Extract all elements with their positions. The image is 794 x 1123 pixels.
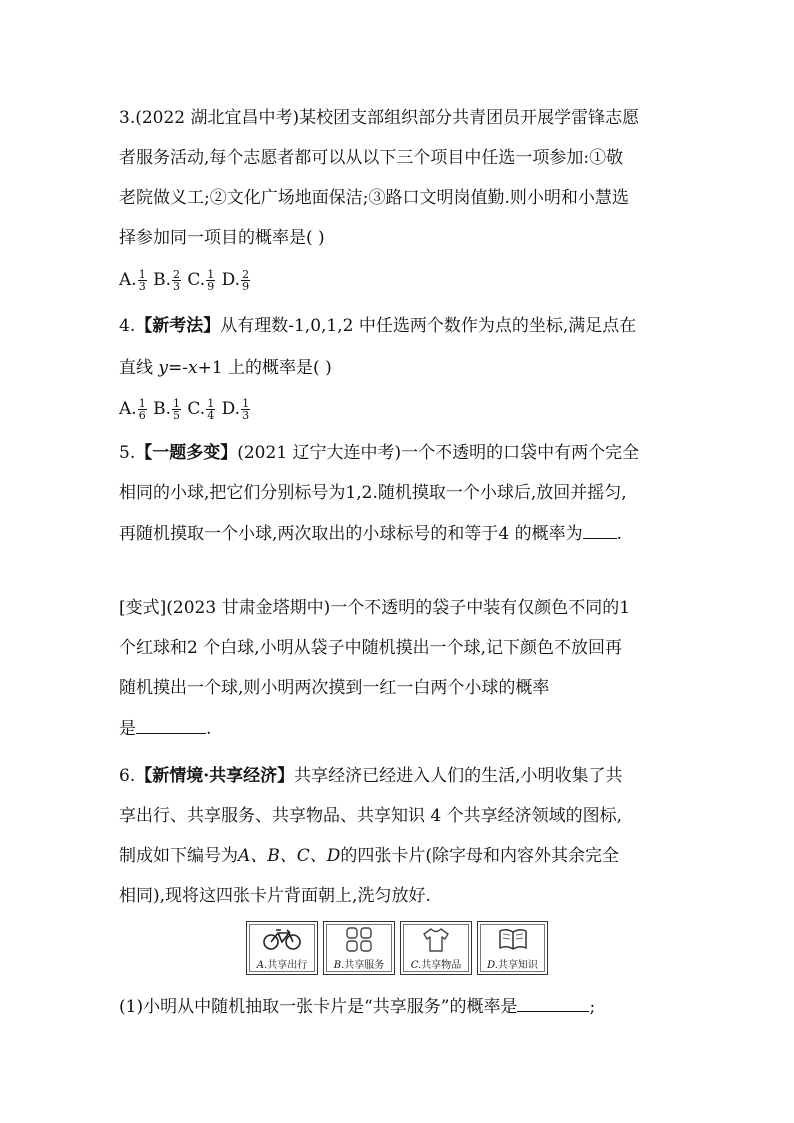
card-a[interactable]	[246, 921, 318, 975]
q4-options	[119, 397, 251, 421]
q3-option-d: D. $\frac{2}{9}$	[221, 268, 250, 293]
bicycle-icon	[262, 927, 302, 951]
q6-line-2: 享出行、共享服务、共享物品、共享知识 4 个共享经济领域的图标,	[119, 806, 623, 826]
card-b[interactable]	[323, 921, 395, 975]
q5-line-1: 5.【一题多变】(2021 辽宁大连中考)一个不透明的口袋中有两个完全	[119, 443, 640, 463]
card-c-caption: C.共享物品	[410, 960, 462, 971]
q3-line-2: 者服务活动,每个志愿者都可以从以下三个项目中任选一项参加:①敬	[119, 148, 624, 168]
q6-sub1-answer-blank[interactable]	[517, 994, 589, 1012]
q5-line-3: 再随机摸取一个小球,两次取出的小球标号的和等于4 的概率为 .	[119, 521, 622, 546]
variant-line-3: 随机摸出一个球,则小明两次摸到一红一白两个小球的概率	[119, 678, 550, 698]
q3-options	[119, 268, 251, 292]
q3-option-a: A. $\frac{1}{3}$	[119, 268, 146, 293]
q4-line-1: 4.【新考法】从有理数-1,0,1,2 中任选两个数作为点的坐标,满足点在	[119, 316, 637, 336]
q6-tag: 【新情境·共享经济】	[135, 766, 295, 786]
q6-sub1: (1)小明从中随机抽取一张卡片是“共享服务”的概率是 ;	[119, 994, 595, 1019]
card-d[interactable]	[477, 921, 548, 975]
q4-option-c: C. $\frac{1}{4}$	[187, 397, 215, 422]
q5-line-2: 相同的小球,把它们分别标号为1,2.随机摸取一个小球后,放回并摇匀,	[119, 483, 627, 503]
shirt-icon	[421, 927, 451, 953]
q3-option-b: B. $\frac{2}{3}$	[153, 268, 180, 293]
book-icon	[497, 927, 529, 951]
q6-line-3: 制成如下编号为A、B、C、D的四张卡片(除字母和内容外其余完全	[119, 846, 620, 866]
variant-answer-blank[interactable]	[136, 716, 206, 734]
q3-line-4: 择参加同一项目的概率是( )	[119, 228, 325, 248]
q4-option-a: A. $\frac{1}{6}$	[119, 397, 146, 422]
card-d-caption: D.共享知识	[487, 960, 538, 971]
card-b-caption: B.共享服务	[333, 960, 385, 971]
q4-option-b: B. $\frac{1}{5}$	[153, 397, 180, 422]
variant-line-2: 个红球和2 个白球,小明从袋子中随机摸出一个球,记下颜色不放回再	[119, 638, 623, 658]
q3-line-1: 3.(2022 湖北宜昌中考)某校团支部组织部分共青团员开展学雷锋志愿	[119, 108, 640, 128]
card-a-caption: A.共享出行	[256, 960, 308, 971]
card-c[interactable]	[400, 921, 472, 975]
q4-tag: 【新考法】	[135, 316, 221, 336]
variant-line-1: [变式](2023 甘肃金塔期中)一个不透明的袋子中装有仅颜色不同的1	[119, 598, 631, 618]
q3-line-3: 老院做义工;②文化广场地面保洁;③路口文明岗值勤.则小明和小慧选	[119, 188, 629, 208]
q3-option-c: C. $\frac{1}{9}$	[187, 268, 215, 293]
q4-option-d: D. $\frac{1}{3}$	[221, 397, 250, 422]
q6-line-4: 相同),现将这四张卡片背面朝上,洗匀放好.	[119, 886, 431, 906]
q4-line-2: 直线 y=-x+1 上的概率是( )	[119, 358, 332, 378]
q5-tag: 【一题多变】	[135, 443, 238, 463]
variant-line-4: 是 .	[119, 716, 211, 741]
card-row	[246, 921, 546, 975]
grid-icon	[345, 927, 373, 953]
q6-line-1: 6.【新情境·共享经济】共享经济已经进入人们的生活,小明收集了共	[119, 766, 623, 786]
q5-answer-blank[interactable]	[583, 521, 617, 539]
